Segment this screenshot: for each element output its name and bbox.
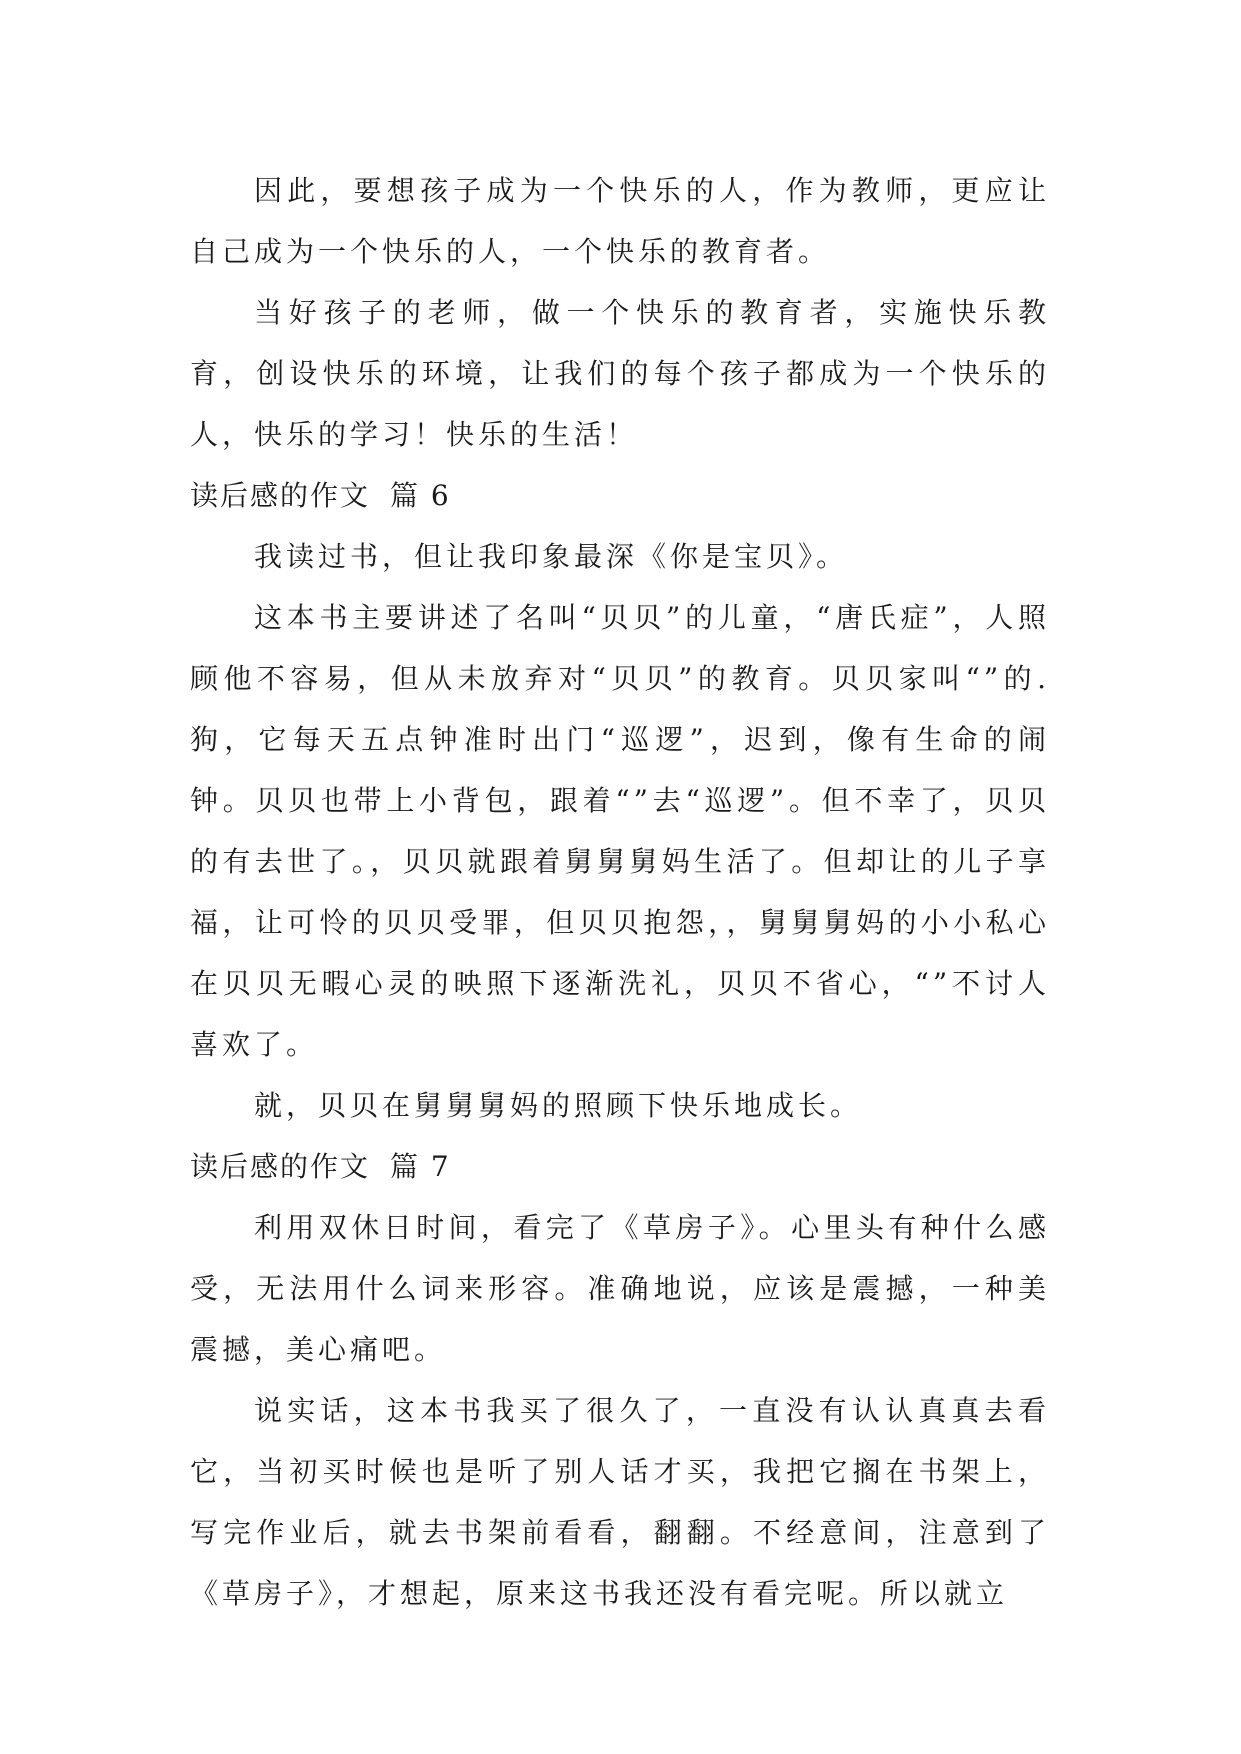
section-heading-title: 读后感的作文 xyxy=(190,1150,371,1183)
section-heading xyxy=(190,1136,1050,1197)
paragraph: 因此，要想孩子成为一个快乐的人，作为教师，更应让自己成为一个快乐的人，一个快乐的教育者。 xyxy=(190,174,1050,268)
document-body xyxy=(190,160,1050,1624)
section-heading-title: 读后感的作文 xyxy=(190,479,371,512)
paragraph: 利用双休日时间，看完了《草房子》。心里头有种什么感受，无法用什么词来形容。准确地说，应该是震撼，一种美震撼，美心痛吧。 xyxy=(190,1211,1050,1366)
paragraph: 说实话，这本书我买了很久了，一直没有认认真真去看它，当初买时候也是听了别人话才买，我把它搁在书架上，写完作业后，就去书架前看看，翻翻。不经意间，注意到了《草房子》，才想起，原来这书我还没有看完呢。所以就立 xyxy=(190,1394,1050,1610)
section-heading-number: 篇 6 xyxy=(390,479,451,512)
paragraph: 这本书主要讲述了名叫“贝贝”的儿童，“唐氏症”，人照顾他不容易，但从未放弃对“贝贝”的教育。贝贝家叫“”的.狗，它每天五点钟准时出门“巡逻”，迟到，像有生命的闹钟。贝贝也带上小背包，跟着“”去“巡逻”。但不幸了，贝贝的有去世了。，贝贝就跟着舅舅舅妈生活了。但却让的儿子享福，让可怜的贝贝受罪，但贝贝抱怨，，舅舅舅妈的小小私心在贝贝无暇心灵的映照下逐渐洗礼，贝贝不省心，“”不讨人喜欢了。 xyxy=(190,601,1050,1061)
paragraph: 当好孩子的老师，做一个快乐的教育者，实施快乐教育，创设快乐的环境，让我们的每个孩子都成为一个快乐的人，快乐的学习！快乐的生活！ xyxy=(190,296,1050,451)
paragraph: 就，贝贝在舅舅舅妈的照顾下快乐地成长。 xyxy=(254,1089,863,1122)
paragraph: 我读过书，但让我印象最深《你是宝贝》。 xyxy=(254,540,849,573)
section-heading-number: 篇 7 xyxy=(390,1150,451,1183)
section-heading xyxy=(190,465,1050,526)
